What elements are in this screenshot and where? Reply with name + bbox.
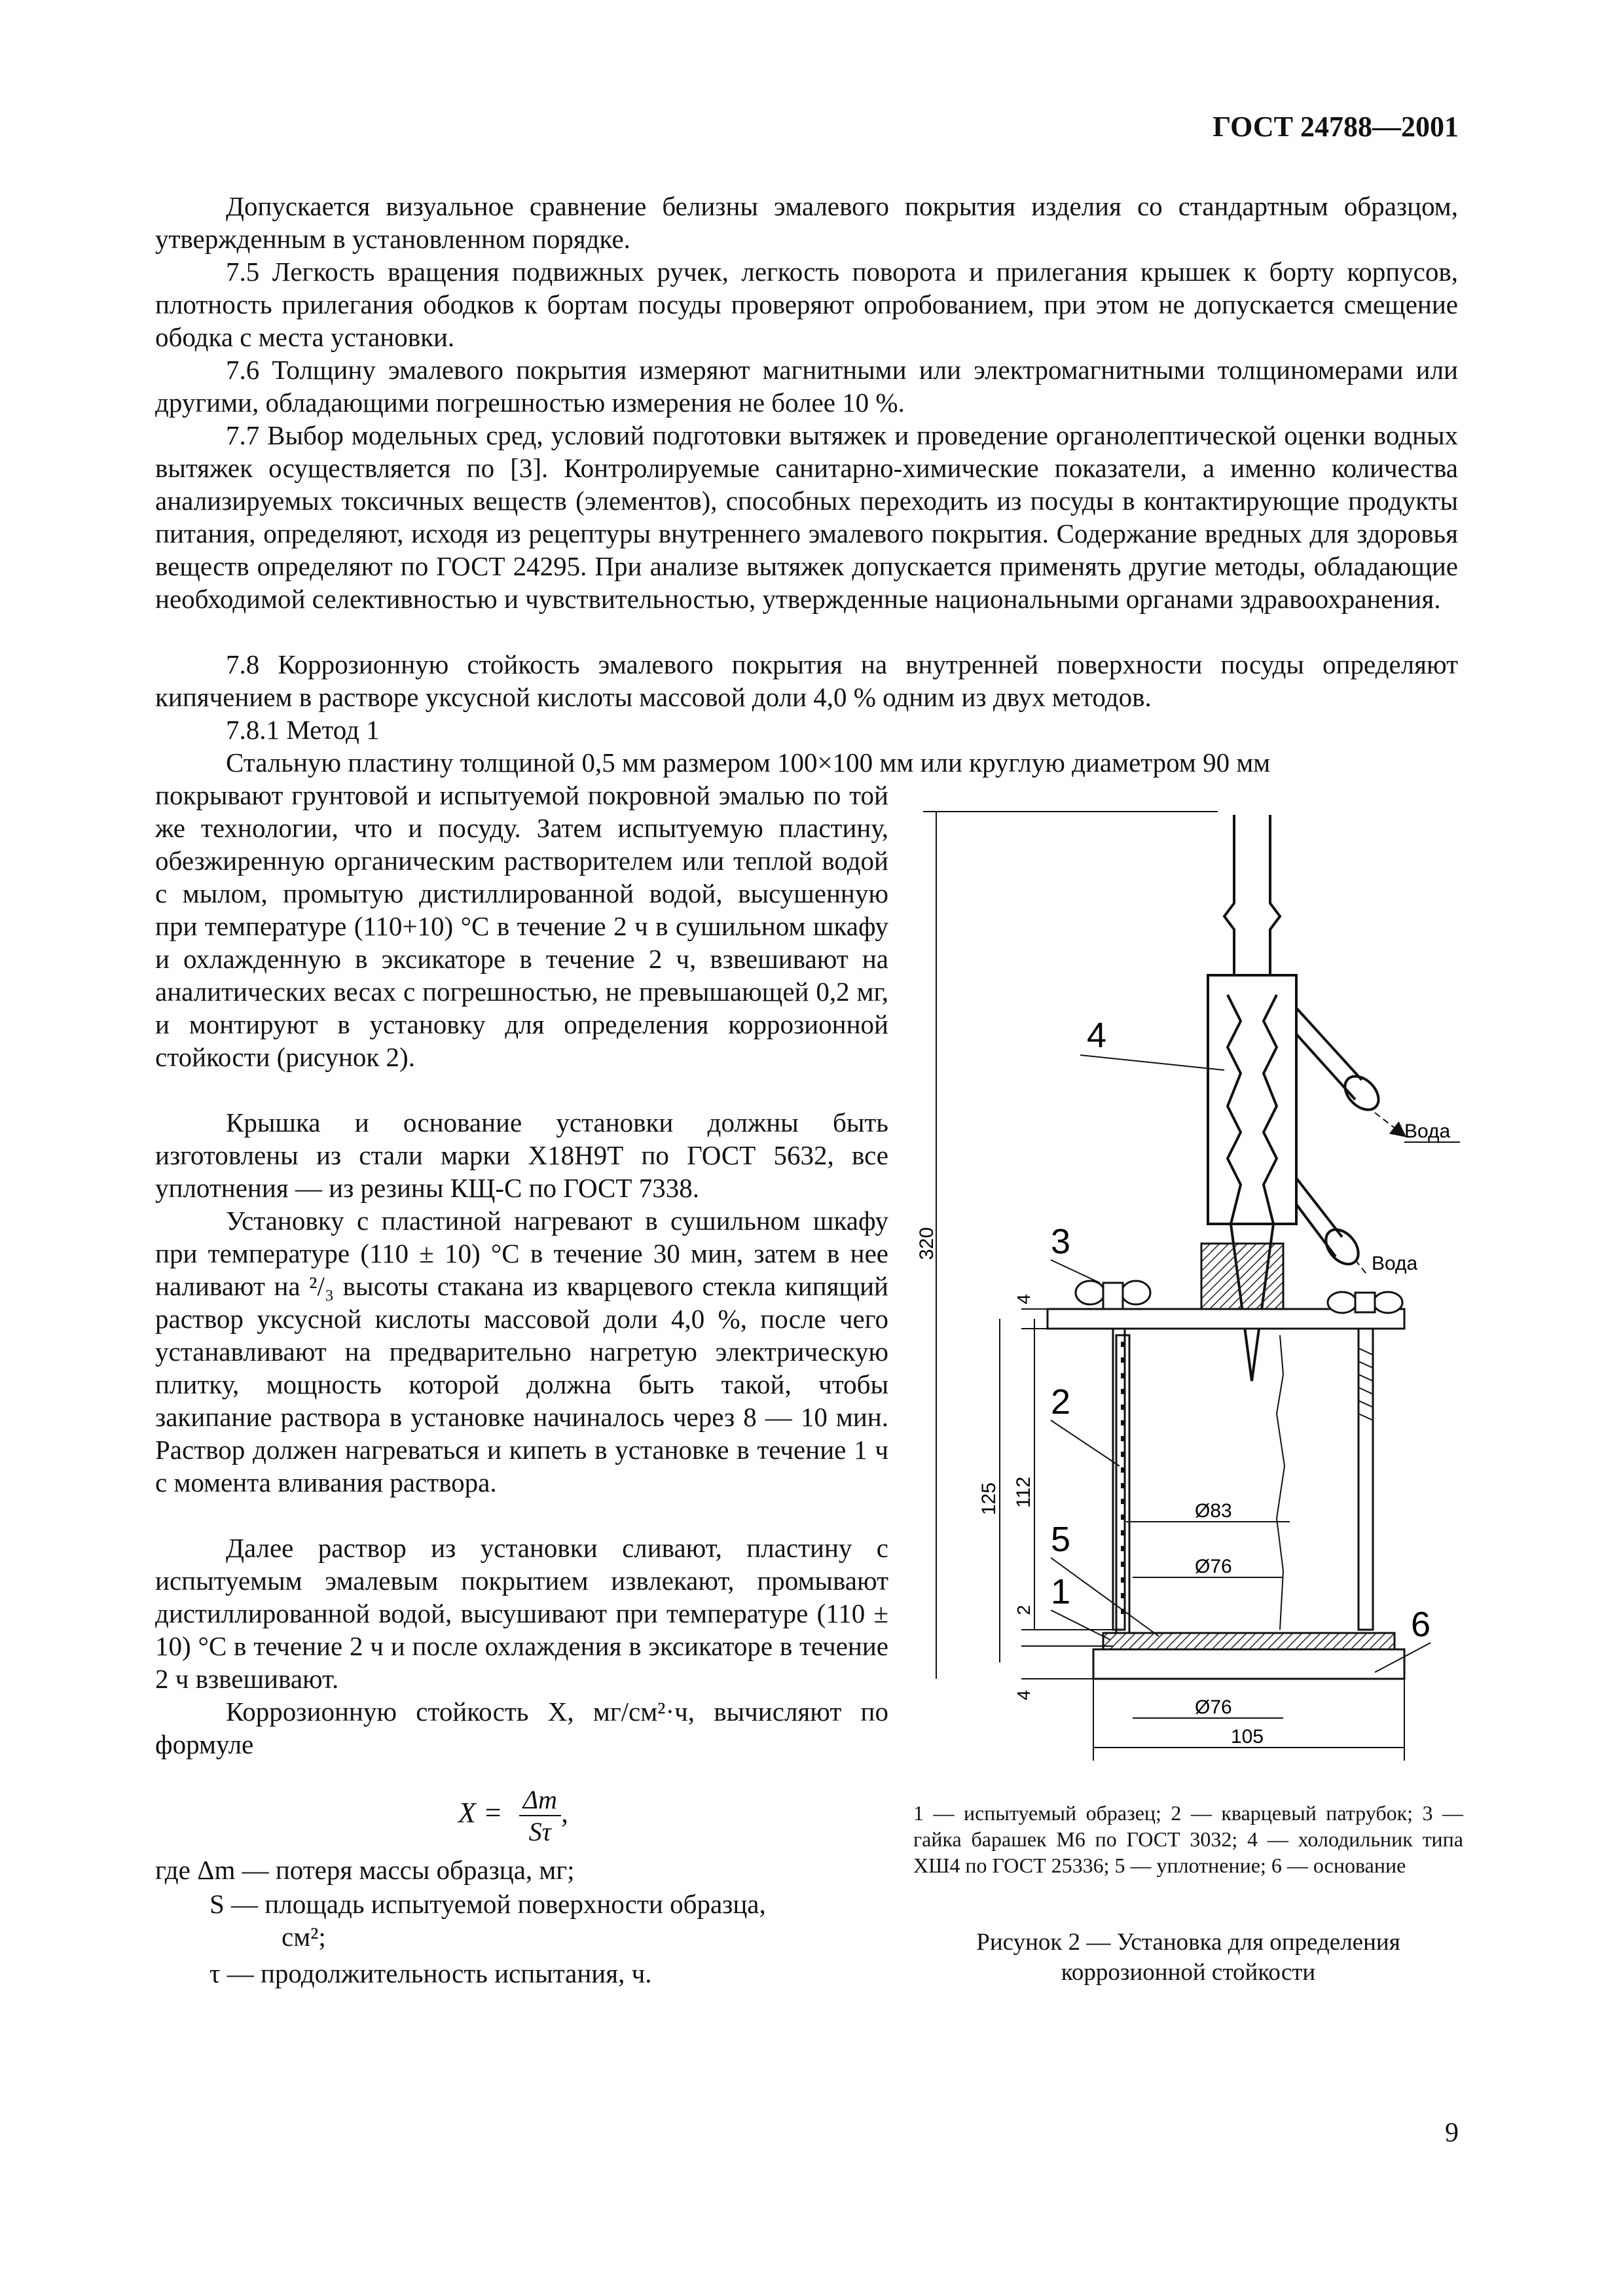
apparatus-figure — [903, 785, 1480, 1780]
paragraph-plate-prep: покрывают грунтовой и испытуемой покровной эмалью по той же технологии, что и посуду. Затем испытуемую пластину, обезжиренную органическим растворителем или теплой водой с мылом, промытую дистиллированной водой, высушенную при температуре (110+10) °С в течение 2 ч в сушильном шкафу и охлажденную в эксикаторе в течение 2 ч, взвешивают на аналитических весах с погрешностью, не превышающей 0,2 мг, и монтируют в установку для определения коррозионной стойкости (рисунок 2). — [155, 780, 888, 1072]
formula-tail: , — [560, 1797, 568, 1829]
cover-plate — [1048, 1309, 1404, 1329]
where-s-unit: см²; — [282, 1922, 326, 1952]
paragraph-7-8-1: 7.8.1 Метод 1 — [226, 715, 380, 745]
dia-76-top: Ø76 — [1195, 1556, 1232, 1577]
paragraph-plate-intro: Стальную пластину толщиной 0,5 мм размером 100×100 мм или круглую диаметром 90 мм — [226, 747, 1271, 778]
formula-denominator: Sτ — [528, 1817, 551, 1846]
figure-title — [913, 1928, 1463, 1988]
where-dm: где Δm — потеря массы образца, мг; — [155, 1855, 575, 1885]
water-inlet-label: Вода — [1372, 1253, 1418, 1274]
paragraph-7-5: 7.5 Легкость вращения подвижных ручек, легкость поворота и прилегания крышек к борту корпусов, плотность прилегания ободков к бортам посуды проверяют опробованием, при этом не допускается смещение ободка с места установки. — [155, 257, 1458, 352]
callout-3: 3 — [1051, 1222, 1071, 1261]
paragraph-7-7: 7.7 Выбор модельных сред, условий подготовки вытяжек и проведение органолептической оценки водных вытяжек осуществляется по [3]. Контролируемые санитарно-химические показатели, а именно количества анализируемых токсичных веществ (элементов), способных переходить из посуды в контактирующие продукты питания, определяют, исходя из рецептуры внутреннего эмалевого покрытия. Содержание вредных для здоровья веществ определяют по ГОСТ 24295. При анализе вытяжек допускается применять другие методы, обладающие необходимой селективностью и чувствительностью, утвержденные национальными органами здравоохранения. — [155, 420, 1458, 614]
callout-4: 4 — [1087, 1016, 1107, 1055]
dim-4-bottom: 4 — [1013, 1690, 1034, 1700]
formula-numerator: Δm — [519, 1784, 561, 1816]
paragraph-7-6: 7.6 Толщину эмалевого покрытия измеряют магнитными или электромагнитными толщиномерами или другими, обладающими погрешностью измерения не более 10 %. — [155, 355, 1458, 418]
callout-5: 5 — [1051, 1520, 1071, 1559]
wing-nut-left — [1076, 1281, 1150, 1309]
formula-fraction — [519, 1784, 561, 1847]
paragraph-whiteness: Допускается визуальное сравнение белизны эмалевого покрытия изделия со стандартным образцом, утвержденным в установленном порядке. — [155, 191, 1458, 254]
paragraph-7-8: 7.8 Коррозионную стойкость эмалевого покрытия на внутренней поверхности посуды определяют кипячением в растворе уксусной кислоты массовой доли 4,0 % одним из двух методов. — [155, 649, 1458, 712]
dim-112: 112 — [1013, 1477, 1034, 1508]
callout-6: 6 — [1411, 1605, 1431, 1644]
width-105: 105 — [1231, 1726, 1264, 1748]
dia-83: Ø83 — [1195, 1500, 1232, 1522]
dim-4-top: 4 — [1013, 1294, 1034, 1304]
formula — [458, 1784, 568, 1847]
dia-76-bottom: Ø76 — [1195, 1696, 1232, 1718]
where-tau: τ — продолжительность испытания, ч. — [210, 1958, 652, 1988]
formula-lhs: X = — [458, 1797, 503, 1829]
cover-seal — [1201, 1244, 1283, 1319]
callout-2: 2 — [1051, 1382, 1071, 1422]
paragraph-cover-material: Крышка и основание установки должны быть изготовлены из стали марки Х18Н9Т по ГОСТ 5632, все уплотнения — из резины КЩ-С по ГОСТ 7338. — [155, 1107, 888, 1203]
paragraph-formula-intro: Коррозионную стойкость X, мг/см²·ч, вычисляют по формуле — [155, 1696, 888, 1759]
dim-125: 125 — [978, 1482, 1000, 1516]
figure-title-line2: коррозионной стойкости — [1061, 1959, 1316, 1986]
specimen-seal — [1103, 1633, 1395, 1649]
callout-1: 1 — [1051, 1572, 1071, 1611]
paragraph-drain: Далее раствор из установки сливают, пластину с испытуемым эмалевым покрытием извлекают, промывают дистиллированной водой, высушивают при температуре (110 ± 10) °С в течение 2 ч и после охлаждения в эксикаторе в течение 2 ч взвешивают. — [155, 1533, 888, 1694]
page-number: 9 — [1445, 2118, 1459, 2148]
where-s: S — площадь испытуемой поверхности образца, — [210, 1889, 766, 1919]
water-outlet-label: Вода — [1404, 1121, 1451, 1142]
paragraph-heating: Установку с пластиной нагревают в сушильном шкафу при температуре (110 ± 10) °С в течение 30 мин, затем в нее наливают на ²/₃ высоты стакана из кварцевого стекла кипящий раствор уксусной кислоты массовой доли 4,0 %, после чего устанавливают на предварительно нагретую электрическую плитку, мощность которой должна быть такой, чтобы закипание раствора в установке начиналось через 8 — 10 мин. Раствор должен нагреваться и кипеть в установке в течение 1 ч с момента вливания раствора. — [155, 1206, 888, 1498]
dim-320: 320 — [916, 1227, 938, 1261]
figure-title-line1: Рисунок 2 — Установка для определения — [976, 1929, 1400, 1956]
dim-2: 2 — [1013, 1605, 1034, 1615]
base — [1093, 1649, 1404, 1679]
document-header: ГОСТ 24788—2001 — [1213, 111, 1459, 143]
wing-nut-right — [1328, 1292, 1402, 1313]
figure-legend: 1 — испытуемый образец; 2 — кварцевый патрубок; 3 — гайка барашек М6 по ГОСТ 3032; 4 — холодильник типа ХШ4 по ГОСТ 25336; 5 — уплотнение; 6 — основание — [913, 1801, 1463, 1877]
